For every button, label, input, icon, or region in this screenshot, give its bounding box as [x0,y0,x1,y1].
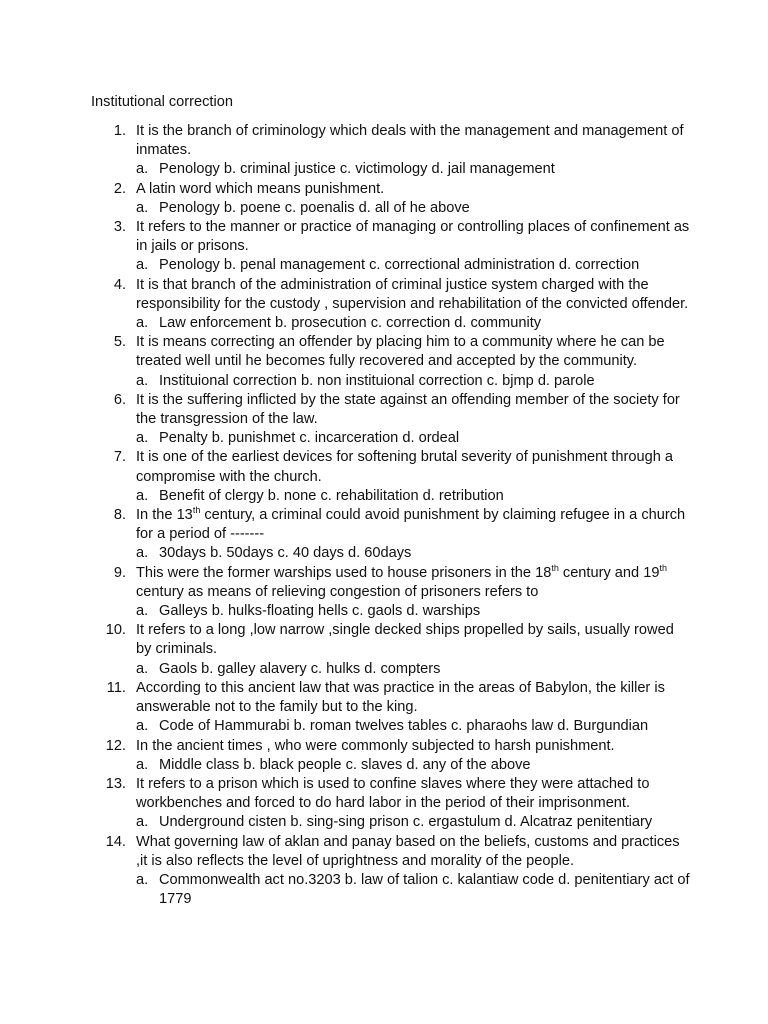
question-text-segment: It is means correcting an offender by placing him to a community where he can be treated well until he becomes fully recovered and accepted by the community. [136,334,665,370]
question-text-segment: This were the former warships used to house prisoners in the 18 [136,564,552,581]
choices-text: Law enforcement b. prosecution c. correction d. community [159,315,542,332]
choices-text: Penology b. criminal justice c. victimology d. jail management [159,161,555,178]
question-text-segment: A latin word which means punishment. [136,180,385,197]
question-item [91,333,691,391]
answer-choices [136,871,691,909]
choice-letter: a. [136,430,149,447]
question-text [136,448,691,486]
question-number: 3. [113,219,126,236]
document-title: Institutional correction [91,94,233,110]
question-text-segment: In the 13 [136,507,193,524]
question-number: 14. [105,833,126,850]
choice-letter: a. [136,161,149,178]
choice-letter: a. [136,814,149,831]
answer-choices [136,487,691,506]
choice-letter: a. [136,372,149,389]
question-number: 11. [106,679,126,696]
choice-letter: a. [136,199,149,216]
question-number: 13. [105,775,126,792]
question-text [136,833,691,871]
ordinal-superscript: th [192,505,201,516]
question-text-segment: In the ancient times , who were commonly subjected to harsh punishment. [136,737,615,754]
question-item [91,122,691,180]
ordinal-superscript: th [551,562,559,573]
answer-choices [136,756,691,775]
question-text [136,737,691,756]
question-item [91,180,691,218]
question-number: 2. [113,180,126,197]
question-number: 8. [113,507,126,524]
question-item [91,391,691,449]
question-text [136,621,691,659]
answer-choices [136,429,691,448]
answer-choices [136,660,691,679]
question-number: 9. [113,564,126,581]
question-item [91,506,691,564]
question-number: 5. [113,334,126,351]
choices-text: Penology b. penal management c. correctional administration d. correction [159,257,640,274]
question-item [91,448,691,506]
choice-letter: a. [136,257,149,274]
answer-choices [136,160,691,179]
question-text [136,180,691,199]
choices-text: Instituional correction b. non instituional correction c. bjmp d. parole [159,372,595,389]
question-list [91,122,691,909]
question-item [91,564,691,622]
answer-choices [136,372,691,391]
question-item [91,218,691,276]
choices-text: Commonwealth act no.3203 b. law of talion c. kalantiaw code d. penitentiary act of 1779 [159,871,690,908]
choices-text: Galleys b. hulks-floating hells c. gaols d. warships [159,603,481,620]
question-text-segment: According to this ancient law that was practice in the areas of Babylon, the killer is answerable not to the family but to the king. [136,679,665,716]
answer-choices [136,256,691,275]
answer-choices [136,602,691,621]
question-item [91,276,691,334]
question-text-segment: century and 19 [558,564,660,581]
question-text [136,218,691,256]
answer-choices [136,813,691,832]
question-item [91,621,691,679]
question-number: 12. [105,737,126,754]
choice-letter: a. [136,756,149,773]
question-item [91,775,691,833]
question-number: 10. [105,622,126,639]
question-text-segment: It refers to the manner or practice of managing or controlling places of confinement as in jails or prisons. [136,219,690,255]
question-text-segment: It is the branch of criminology which deals with the management and management of inmates. [136,123,684,159]
choice-letter: a. [136,718,149,735]
ordinal-superscript: th [659,562,667,573]
question-text [136,333,691,371]
question-text [136,276,691,314]
choice-letter: a. [136,603,149,620]
answer-choices [136,544,691,563]
choices-text: 30days b. 50days c. 40 days d. 60days [159,545,412,562]
choice-letter: a. [136,660,149,677]
choice-letter: a. [136,545,149,562]
choices-text: Gaols b. galley alavery c. hulks d. compters [159,660,441,677]
question-text-segment: It is the suffering inflicted by the state against an offending member of the society for the transgression of the law. [136,391,680,428]
choices-text: Penology b. poene c. poenalis d. all of he above [159,199,470,216]
choices-text: Benefit of clergy b. none c. rehabilitation d. retribution [159,487,504,504]
question-item [91,833,691,910]
question-number: 1. [113,123,126,139]
choice-letter: a. [136,871,149,888]
question-text-segment: What governing law of aklan and panay based on the beliefs, customs and practices ,it is also reflects the level of uprightness and morality of the people. [136,833,680,869]
question-text-segment: century, a criminal could avoid punishment by claiming refugee in a church for a period of ------- [136,507,686,543]
answer-choices [136,717,691,736]
question-text [136,506,691,544]
question-text [136,122,691,160]
choices-text: Penalty b. punishmet c. incarceration d. ordeal [159,430,460,447]
answer-choices [136,199,691,218]
question-text-segment: century as means of relieving congestion of prisoners refers to [136,583,539,600]
question-number: 7. [113,449,126,466]
question-text [136,564,691,602]
choices-text: Middle class b. black people c. slaves d. any of the above [159,756,531,773]
choices-text: Code of Hammurabi b. roman twelves tables c. pharaohs law d. Burgundian [159,718,649,735]
question-text-segment: It is that branch of the administration of criminal justice system charged with the responsibility for the custody , supervision and rehabilitation of the convicted offender. [136,276,689,312]
question-item [91,737,691,775]
answer-choices [136,314,691,333]
question-number: 6. [113,391,126,408]
question-text-segment: It refers to a long ,low narrow ,single decked ships propelled by sails, usually rowed by criminals. [136,622,674,658]
question-text-segment: It refers to a prison which is used to confine slaves where they were attached to workbenches and forced to do hard labor in the period of their imprisonment. [136,775,650,812]
question-number: 4. [113,276,126,293]
question-item [91,679,691,737]
question-text [136,391,691,429]
question-text [136,775,691,813]
question-text [136,679,691,717]
question-text-segment: It is one of the earliest devices for softening brutal severity of punishment through a compromise with the church. [136,449,674,485]
choices-text: Underground cisten b. sing-sing prison c. ergastulum d. Alcatraz penitentiary [159,814,653,831]
choice-letter: a. [136,315,149,332]
choice-letter: a. [136,487,149,504]
